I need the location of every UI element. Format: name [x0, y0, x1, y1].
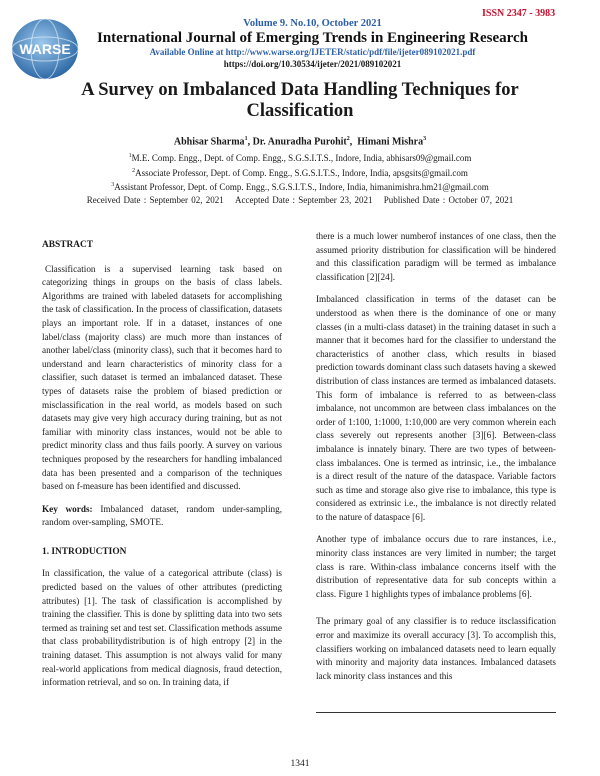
author-name: Dr. Anuradha Purohit — [252, 136, 347, 148]
journal-title: International Journal of Emerging Trends in Engineering Research — [97, 30, 528, 46]
keywords-label: Key words: — [42, 503, 93, 514]
keywords-text: Imbalanced dataset, random under-sampling, random over-sampling, SMOTE. — [42, 503, 283, 528]
published-date: Published Date : October 07, 2021 — [383, 195, 514, 205]
logo-text: WARSE — [19, 41, 71, 57]
abstract-text: Classification is a supervised learning task based on categorizing things in groups on the basis of class labels. Algorithms are trained with labeled datasets for accomplishing the task of classification. In the process of classification, datasets plays an important role. If in a dataset, instances of one label/class (majority class) are much more than instances of another label/class (minority class), such that it becomes hard to understand and learn characteristics of minority class for a classifier, such dataset is termed an imbalanced dataset. These types of datasets raise the problem of biased prediction or misclassification in the real world, as models based on such datasets may give very high accuracy during training, but as not familiar with minority class instances, would not be able to predict minority class and thus fails poorly. A survey on various techniques proposed by the researchers for handling imbalanced data has been presented and a comparison of the techniques based on f-measure has been identified and discussed. — [42, 263, 282, 492]
abstract-heading: ABSTRACT — [42, 240, 94, 250]
affiliation: $^2$Associate Professor, Dept. of Comp. Engg., S.G.S.I.T.S., Indore, India, apsgsits@gmail.com — [132, 167, 468, 178]
body-paragraph: Another type of imbalance occurs due to rare instances, i.e., minority class instances are very limited in number; the target class is rare. Within-class imbalance concerns itself with the distribution of representative data for sub concepts within a class. Figure 1 highlights types of imbalance problems [6]. — [316, 534, 556, 599]
author-name: Abhisar Sharma — [173, 136, 245, 148]
left-column — [42, 230, 282, 699]
warse-logo — [8, 16, 82, 82]
author-sup: 3 — [423, 136, 427, 142]
available-online-link[interactable]: Available Online at http://www.warse.org/IJETER/static/pdf/file/ijeter089102021.pdf — [149, 47, 476, 57]
journal-header — [90, 18, 535, 70]
affiliation: $^3$Assistant Professor, Dept. of Comp. Engg., S.G.S.I.T.S., Indore, India, himanimishra.hm21@gmail.com — [111, 182, 489, 192]
keywords — [42, 503, 282, 530]
volume-line: Volume 9. No.10, October 2021 — [243, 18, 382, 29]
page-number: 1341 — [290, 759, 310, 769]
author-name: Himani Mishra — [357, 136, 424, 148]
publication-dates — [40, 195, 560, 205]
footnote-divider — [316, 712, 556, 713]
right-column — [316, 230, 556, 692]
author-list: Abhisar Sharma$^1$, Dr. Anuradha Purohit$^2$, Himani Mishra$^3$ — [173, 136, 427, 148]
body-paragraph: there is a much lower numberof instances of one class, then the assumed priority distribution for classification will be hindered and this classification paradigm will be termed as imbalance classification [2][24]. — [316, 231, 556, 282]
body-paragraph: The primary goal of any classifier is to reduce itsclassification error and maximize its overall accuracy [3]. To accomplish this, classifiers working on imbalanced datasets need to learn equally with minority and majority data instances. Imbalanced datasets lack minority class instances and this — [316, 616, 556, 681]
paper-title: A Survey on Imbalanced Data Handling Techniques for Classification — [81, 80, 519, 121]
received-date: Received Date : September 02, 2021 — [86, 195, 224, 205]
affiliations — [60, 150, 540, 194]
accepted-date: Accepted Date : September 23, 2021 — [235, 195, 373, 205]
affiliation: $^1$M.E. Comp. Engg., Dept. of Comp. Engg., S.G.S.I.T.S., Indore, India, abhisars09@gmail.com — [128, 153, 472, 163]
introduction-text: In classification, the value of a categorical attribute (class) is predicted based on the values of other attributes (predicting attributes) [1]. The task of classification is accomplished by training the classifier. This is done by splitting data into two sets termed as training set and test set. Classification methods assume that class probabilitydistribution is of high entropy [2] in the training dataset. This assumption is not always valid for many real-world applications from medical diagnosis, fraud detection, information retrieval, and so on. In training data, if — [42, 568, 282, 688]
author-sup: 1 — [244, 136, 248, 142]
body-paragraph: Imbalanced classification in terms of the dataset can be understood as when there is the dominance of one or many classes (in a multi-class dataset) in the training dataset in such a manner that it becomes hard for the classifier to understand the characteristics of another class, which results in biased prediction towards dominant class such datasets having a skewed distribution of class instances are termed as imbalanced datasets. This form of imbalance is referred to as between-class imbalance, not uncommon are between class imbalances on the order of 1:100, 1:1000, 1:10,000 are very common wherein each class severely out represents another [3][6]. Between-class imbalance is innately binary. There are two types of between-class imbalances. One is termed as intrinsic, i.e., the imbalance is a direct result of the nature of the dataspace. Variable factors such as time and storage also give rise to imbalance, this type is considered as extrinsic i.e., the imbalance is not directly related to the nature of dataspace [6]. — [316, 294, 556, 522]
introduction-heading: 1. INTRODUCTION — [42, 546, 127, 557]
issn-label: ISSN 2347 - 3983 — [482, 8, 556, 19]
author-sup: 2 — [346, 136, 350, 142]
doi-link[interactable]: https://doi.org/10.30534/ijeter/2021/089102021 — [223, 59, 402, 69]
